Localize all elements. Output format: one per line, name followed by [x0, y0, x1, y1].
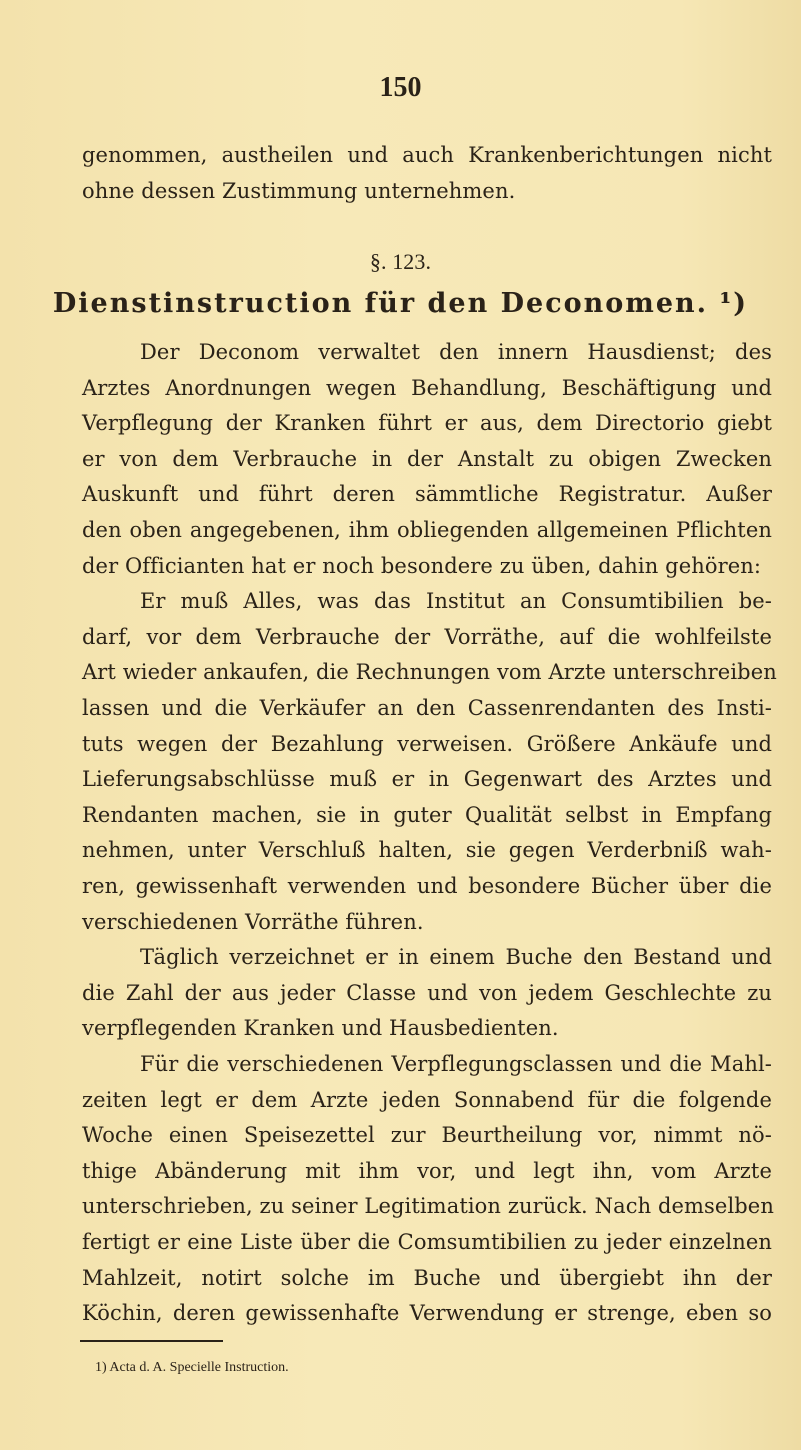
section-heading: Dienstinstruction für den Deconomen. ¹) — [52, 288, 749, 319]
footnote: 1) Acta d. A. Specielle Instruction. — [95, 1360, 289, 1375]
text-line: Auskunft und führt deren sämmtliche Registratur. Außer — [82, 482, 772, 507]
footnote-divider — [80, 1340, 223, 1342]
text-line: Täglich verzeichnet er in einem Buche den Bestand und — [140, 945, 772, 970]
text-line: Für die verschiedenen Verpflegungsclassen und die Mahl- — [140, 1052, 772, 1076]
text-line: verschiedenen Vorräthe führen. — [82, 909, 424, 934]
text-line: ohne dessen Zustimmung unternehmen. — [82, 179, 516, 203]
text-line: Köchin, deren gewissenhafte Verwendung er strenge, eben so — [82, 1301, 772, 1326]
text-line: nehmen, unter Verschluß halten, sie gegen Verderbniß wah- — [82, 838, 772, 863]
text-line: ren, gewissenhaft verwenden und besondere Bücher über die — [82, 874, 772, 898]
text-line: Rendanten machen, sie in guter Qualität selbst in Empfang — [82, 802, 772, 827]
text-line: zeiten legt er dem Arzte jeden Sonnabend für die folgende — [82, 1087, 772, 1112]
text-line: die Zahl der aus jeder Classe und von jedem Geschlechte zu — [82, 980, 772, 1005]
text-line: Mahlzeit, notirt solche im Buche und übergiebt ihn der — [82, 1265, 772, 1290]
text-line: Er muß Alles, was das Institut an Consumtibilien be- — [140, 589, 772, 614]
text-line: Verpflegung der Kranken führt er aus, dem Directorio giebt — [82, 411, 772, 436]
text-line: lassen und die Verkäufer an den Cassenrendanten des Insti- — [82, 696, 772, 720]
text-line: fertigt er eine Liste über die Comsumtibilien zu jeder einzelnen — [82, 1230, 772, 1254]
text-line: Arztes Anordnungen wegen Behandlung, Beschäftigung und — [82, 375, 772, 400]
text-line: Lieferungsabschlüsse muß er in Gegenwart des Arztes und — [82, 767, 772, 792]
text-line: Art wieder ankaufen, die Rechnungen vom Arzte unterschreiben — [82, 660, 777, 685]
text-line: unterschrieben, zu seiner Legitimation zurück. Nach demselben — [82, 1194, 774, 1219]
text-line: genommen, austheilen und auch Krankenberichtungen nicht — [82, 143, 772, 167]
text-line: der Officianten hat er noch besondere zu üben, dahin gehören: — [82, 553, 762, 578]
text-line: tuts wegen der Bezahlung verweisen. Größere Ankäufe und — [82, 731, 772, 756]
text-line: Woche einen Speisezettel zur Beurtheilung vor, nimmt nö- — [82, 1123, 772, 1148]
text-line: thige Abänderung mit ihm vor, und legt ihn, vom Arzte — [82, 1158, 772, 1183]
text-line: den oben angegebenen, ihm obliegenden allgemeinen Pflichten — [82, 518, 772, 542]
page-number: 150 — [379, 72, 422, 103]
text-line: darf, vor dem Verbrauche der Vorräthe, auf die wohlfeilste — [82, 624, 772, 649]
text-line: Der Deconom verwaltet den innern Hausdienst; des — [140, 340, 772, 364]
text-line: verpflegenden Kranken und Hausbedienten. — [82, 1016, 559, 1041]
section-number: §. 123. — [369, 249, 432, 274]
text-line: er von dem Verbrauche in der Anstalt zu obigen Zwecken — [82, 446, 772, 471]
